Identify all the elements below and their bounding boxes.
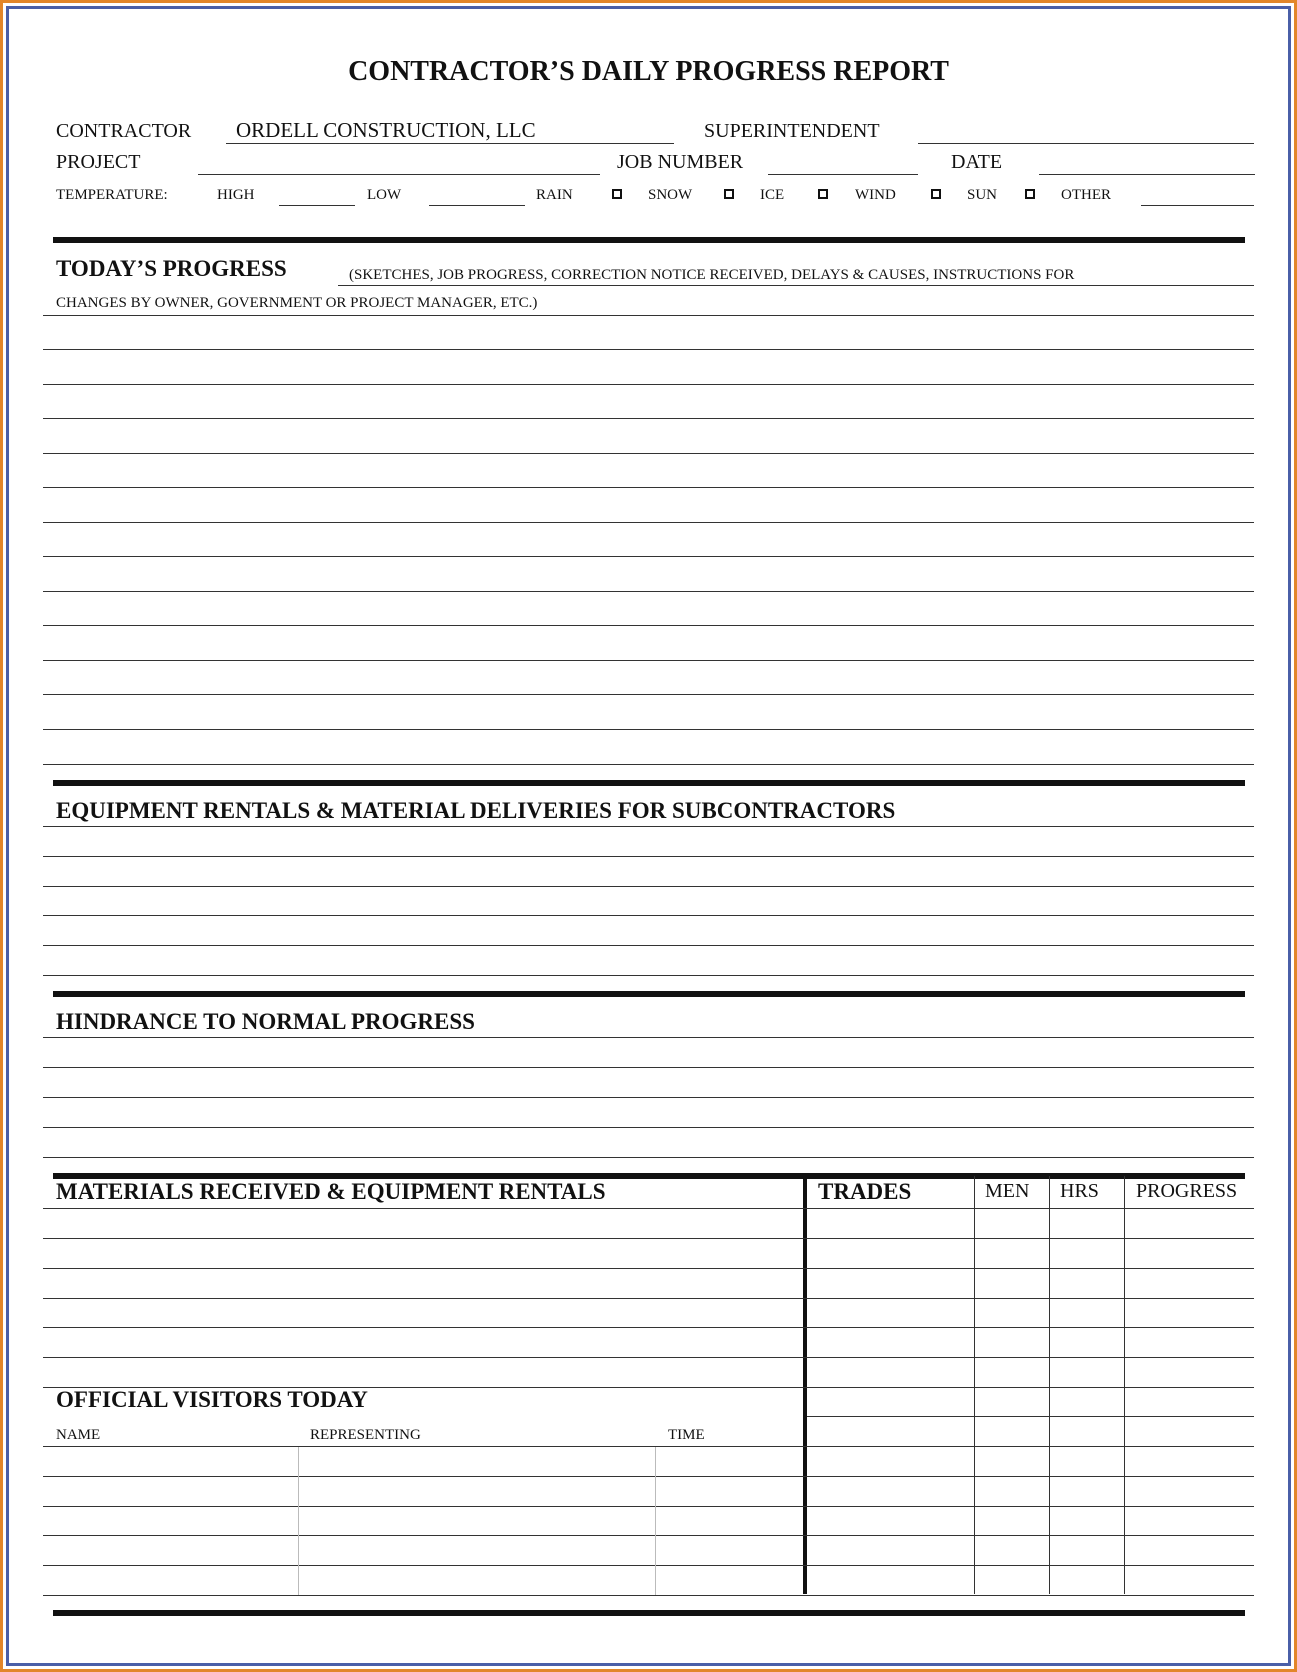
writing-line[interactable]: [43, 418, 1254, 419]
writing-line[interactable]: [43, 764, 1254, 765]
project-label: PROJECT: [56, 151, 141, 173]
table-row-line[interactable]: [43, 1238, 1254, 1239]
table-row-line[interactable]: [43, 1506, 1254, 1507]
writing-line[interactable]: [43, 975, 1254, 976]
contractor-field-line: [226, 143, 674, 144]
table-row-line: [43, 1208, 1254, 1209]
section-rule: [53, 991, 1245, 997]
table-row-line[interactable]: [43, 1357, 1254, 1358]
visitors-heading: OFFICIAL VISITORS TODAY: [56, 1387, 368, 1412]
job-number-field[interactable]: [768, 174, 918, 175]
wind-checkbox[interactable]: [931, 189, 941, 199]
report-title: CONTRACTOR’S DAILY PROGRESS REPORT: [348, 56, 949, 87]
writing-line[interactable]: [43, 384, 1254, 385]
writing-line[interactable]: [43, 915, 1254, 916]
writing-line[interactable]: [43, 694, 1254, 695]
writing-line[interactable]: [43, 729, 1254, 730]
other-label: OTHER: [1061, 187, 1111, 203]
sun-checkbox[interactable]: [1025, 189, 1035, 199]
ice-checkbox[interactable]: [818, 189, 828, 199]
high-field[interactable]: [279, 205, 355, 206]
wind-label: WIND: [855, 187, 896, 203]
other-field[interactable]: [1141, 205, 1254, 206]
writing-line[interactable]: [43, 522, 1254, 523]
visitors-column-line: [298, 1447, 299, 1595]
section-rule: [53, 237, 1245, 243]
writing-line: [43, 1037, 1254, 1038]
trades-heading: TRADES: [818, 1179, 912, 1204]
writing-line[interactable]: [43, 453, 1254, 454]
table-row-line[interactable]: [43, 1476, 1254, 1477]
ice-label: ICE: [760, 187, 785, 203]
writing-line: [338, 285, 1254, 286]
visitors-representing-header: REPRESENTING: [310, 1427, 421, 1443]
table-row-line[interactable]: [43, 1327, 1254, 1328]
table-row-line[interactable]: [43, 1268, 1254, 1269]
writing-line[interactable]: [43, 945, 1254, 946]
writing-line[interactable]: [43, 1097, 1254, 1098]
superintendent-label: SUPERINTENDENT: [704, 120, 880, 142]
men-column-header: MEN: [985, 1180, 1030, 1202]
table-row-line[interactable]: [43, 1565, 1254, 1566]
writing-line[interactable]: [43, 625, 1254, 626]
temperature-label: TEMPERATURE:: [56, 187, 168, 203]
table-row-line[interactable]: [43, 1298, 1254, 1299]
date-field[interactable]: [1039, 174, 1255, 175]
snow-checkbox[interactable]: [724, 189, 734, 199]
project-field[interactable]: [198, 174, 600, 175]
progress-column-header: PROGRESS: [1136, 1180, 1238, 1202]
writing-line[interactable]: [43, 660, 1254, 661]
visitors-time-header: TIME: [668, 1427, 705, 1443]
superintendent-field[interactable]: [918, 143, 1254, 144]
materials-heading: MATERIALS RECEIVED & EQUIPMENT RENTALS: [56, 1179, 606, 1204]
section-rule: [53, 780, 1245, 786]
writing-line[interactable]: [43, 591, 1254, 592]
low-label: LOW: [367, 187, 402, 203]
todays-progress-note-line1: (SKETCHES, JOB PROGRESS, CORRECTION NOTICE RECEIVED, DELAYS & CAUSES, INSTRUCTIONS FOR: [349, 267, 1075, 283]
rain-label: RAIN: [536, 187, 573, 203]
section-rule: [53, 1610, 1245, 1616]
sun-label: SUN: [967, 187, 998, 203]
equipment-heading: EQUIPMENT RENTALS & MATERIAL DELIVERIES FOR SUBCONTRACTORS: [56, 798, 896, 823]
writing-line[interactable]: [43, 856, 1254, 857]
todays-progress-heading: TODAY’S PROGRESS: [56, 256, 287, 281]
writing-line[interactable]: [43, 886, 1254, 887]
date-label: DATE: [951, 151, 1003, 173]
table-row-line[interactable]: [43, 1595, 1254, 1596]
writing-line[interactable]: [43, 349, 1254, 350]
snow-label: SNOW: [648, 187, 693, 203]
writing-line[interactable]: [43, 556, 1254, 557]
low-field[interactable]: [429, 205, 525, 206]
visitors-name-header: NAME: [56, 1427, 101, 1443]
writing-line[interactable]: [43, 1067, 1254, 1068]
writing-line[interactable]: [43, 1157, 1254, 1158]
job-number-label: JOB NUMBER: [617, 151, 744, 173]
visitors-column-line: [655, 1447, 656, 1595]
high-label: HIGH: [217, 187, 255, 203]
table-row-line[interactable]: [807, 1416, 1254, 1417]
writing-line: [43, 826, 1254, 827]
contractor-value[interactable]: ORDELL CONSTRUCTION, LLC: [236, 118, 536, 142]
writing-line[interactable]: [43, 487, 1254, 488]
rain-checkbox[interactable]: [612, 189, 622, 199]
contractor-label: CONTRACTOR: [56, 120, 192, 142]
table-row-line[interactable]: [43, 1535, 1254, 1536]
page-border-inner: [6, 6, 1291, 1666]
writing-line[interactable]: [43, 1127, 1254, 1128]
writing-line: [43, 315, 1254, 316]
table-row-line[interactable]: [43, 1446, 1254, 1447]
todays-progress-note-line2: CHANGES BY OWNER, GOVERNMENT OR PROJECT MANAGER, ETC.): [56, 295, 538, 311]
hindrance-heading: HINDRANCE TO NORMAL PROGRESS: [56, 1009, 475, 1034]
hrs-column-header: HRS: [1060, 1180, 1099, 1202]
